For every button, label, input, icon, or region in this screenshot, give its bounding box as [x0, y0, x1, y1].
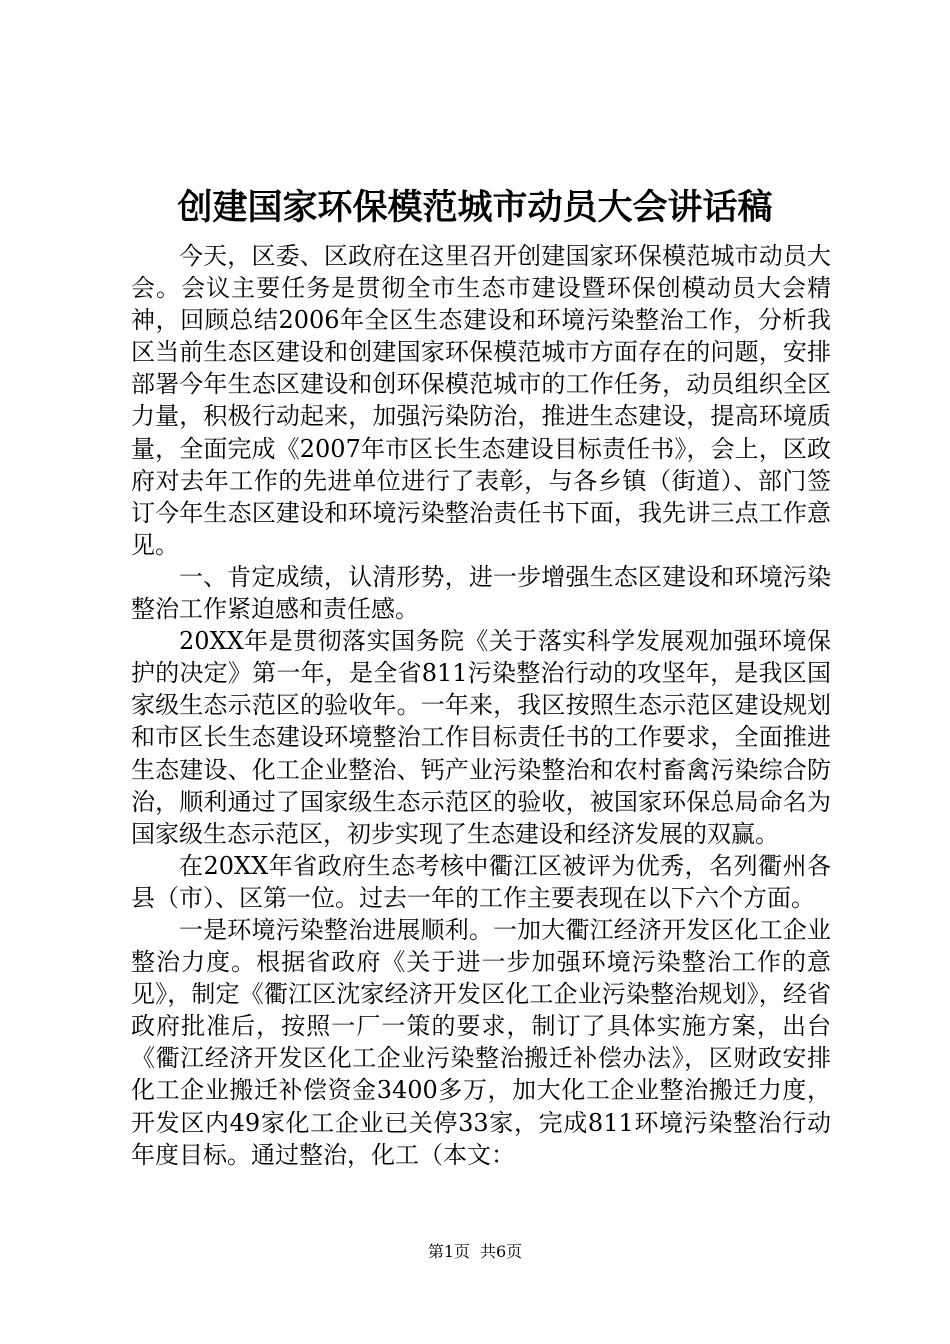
- document-title: 创建国家环保模范城市动员大会讲话稿: [177, 187, 773, 228]
- page-footer: [0, 1240, 950, 1264]
- page-number: 第1页: [427, 1242, 470, 1261]
- paragraph-section-heading: 一、肯定成绩，认清形势，进一步增强生态区建设和环境污染整治工作紧迫感和责任感。: [131, 562, 831, 624]
- page-total: 共6页: [480, 1242, 523, 1261]
- document-body: [131, 240, 831, 1171]
- paragraph-intro: 今天，区委、区政府在这里召开创建国家环保模范城市动员大会。会议主要任务是贯彻全市生态市建设暨环保创模动员大会精神，回顾总结2006年全区生态建设和环境污染整治工作，分析我区当前生态区建设和创建国家环保模范城市方面存在的问题，安排部署今年生态区建设和创环保模范城市的工作任务，动员组织全区力量，积极行动起来，加强污染防治，推进生态建设，提高环境质量，全面完成《2007年市区长生态建设目标责任书》，会上，区政府对去年工作的先进单位进行了表彰，与各乡镇（街道）、部门签订今年生态区建设和环境污染整治责任书下面，我先讲三点工作意见。: [131, 242, 831, 559]
- paragraph-pollution-control: 一是环境污染整治进展顺利。一加大衢江经济开发区化工企业整治力度。根据省政府《关于进一步加强环境污染整治工作的意见》，制定《衢江区沈家经济开发区化工企业污染整治规划》，经省政府批准后，按照一厂一策的要求，制订了具体实施方案，出台《衢江经济开发区化工企业污染整治搬迁补偿办法》，区财政安排化工企业搬迁补偿资金3400多万，加大化工企业整治搬迁力度，开发区内49家化工企业已关停33家，完成811环境污染整治行动年度目标。通过整治，化工（本文：: [131, 915, 831, 1169]
- paragraph-evaluation: 在20XX年省政府生态考核中衢江区被评为优秀，名列衢州各县（市）、区第一位。过去一年的工作主要表现在以下六个方面。: [131, 851, 831, 912]
- paragraph-achievements: 20XX年是贯彻落实国务院《关于落实科学发展观加强环境保护的决定》第一年，是全省811污染整治行动的攻坚年，是我区国家级生态示范区的验收年。一年来，我区按照生态示范区建设规划和市区长生态建设环境整治工作目标责任书的工作要求，全面推进生态建设、化工企业整治、钙产业污染整治和农村畜禽污染综合防治，顺利通过了国家级生态示范区的验收，被国家环保总局命名为国家级生态示范区，初步实现了生态建设和经济发展的双赢。: [131, 627, 831, 848]
